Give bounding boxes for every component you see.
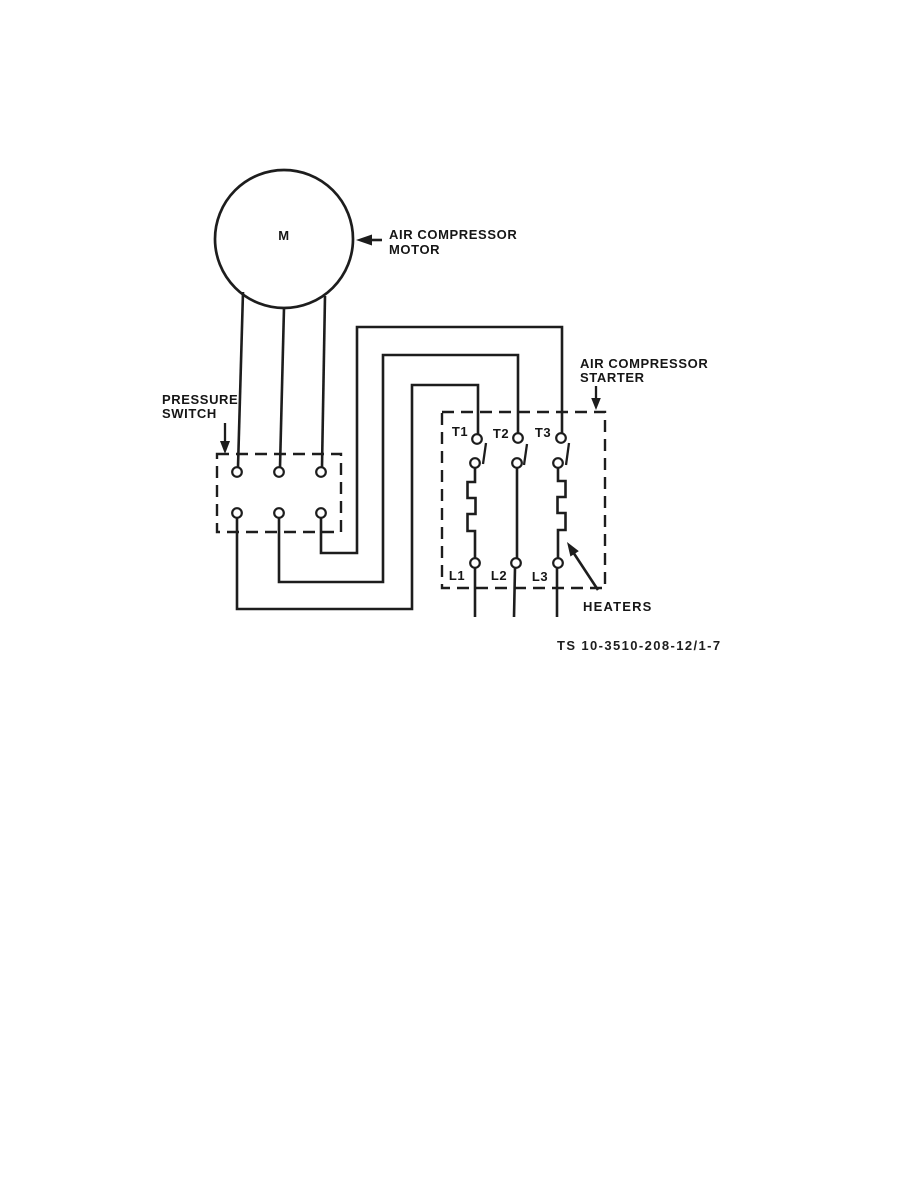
contact-blade-2 xyxy=(524,444,527,465)
l3-terminal xyxy=(553,558,563,568)
ps-terminal-top-2 xyxy=(274,467,284,477)
starter-callout-arrowhead xyxy=(591,398,601,410)
l1-terminal xyxy=(470,558,480,568)
heaters-callout-arrow-line xyxy=(573,552,598,590)
contact-lower-2 xyxy=(512,458,522,468)
ps-terminal-bottom-1 xyxy=(232,508,242,518)
l2-label: L2 xyxy=(490,568,508,583)
contactor-contacts xyxy=(470,433,569,468)
t1-terminal xyxy=(472,434,482,444)
heater-element-3 xyxy=(558,468,566,558)
contact-blade-3 xyxy=(566,443,569,465)
contact-lower-1 xyxy=(470,458,480,468)
pressure-switch-callout-arrowhead xyxy=(220,441,230,454)
t2-terminal xyxy=(513,433,523,443)
motor-lead-3 xyxy=(322,296,325,467)
motor-lead-1 xyxy=(238,292,243,467)
ps-terminal-top-3 xyxy=(316,467,326,477)
starter-label-line2: STARTER xyxy=(580,370,645,385)
heaters-callout-arrowhead xyxy=(567,542,579,557)
heaters-label: HEATERS xyxy=(583,599,653,614)
t1-label: T1 xyxy=(451,424,469,439)
starter-label-line1: AIR COMPRESSOR xyxy=(580,356,709,371)
wire-ps2-to-t2 xyxy=(279,355,518,582)
t3-label: T3 xyxy=(534,425,552,440)
contact-blade-1 xyxy=(483,443,486,464)
l3-label: L3 xyxy=(531,569,549,584)
ps-terminal-bottom-3 xyxy=(316,508,326,518)
heater-elements xyxy=(468,468,566,558)
line-terminals xyxy=(470,558,563,568)
heater-element-1 xyxy=(468,468,476,558)
pressure-switch-terminals xyxy=(232,467,326,518)
motor-label-line2: MOTOR xyxy=(389,242,441,257)
figure-number: TS 10-3510-208-12/1-7 xyxy=(557,638,722,653)
ps-terminal-top-1 xyxy=(232,467,242,477)
motor-lead-2 xyxy=(280,308,284,467)
pressure-switch-label-line2: SWITCH xyxy=(162,406,217,421)
l2-terminal xyxy=(511,558,521,568)
motor-label-line1: AIR COMPRESSOR xyxy=(389,227,518,242)
motor-leads xyxy=(238,292,325,467)
t3-terminal xyxy=(556,433,566,443)
l1-label: L1 xyxy=(448,568,466,583)
supply-lead-l2 xyxy=(514,568,515,617)
motor-symbol-letter: M xyxy=(278,228,290,243)
ps-terminal-bottom-2 xyxy=(274,508,284,518)
t2-label: T2 xyxy=(492,426,510,441)
contact-lower-3 xyxy=(553,458,563,468)
motor-callout-arrowhead xyxy=(356,235,372,246)
pressure-switch-label-line1: PRESSURE xyxy=(162,392,239,407)
